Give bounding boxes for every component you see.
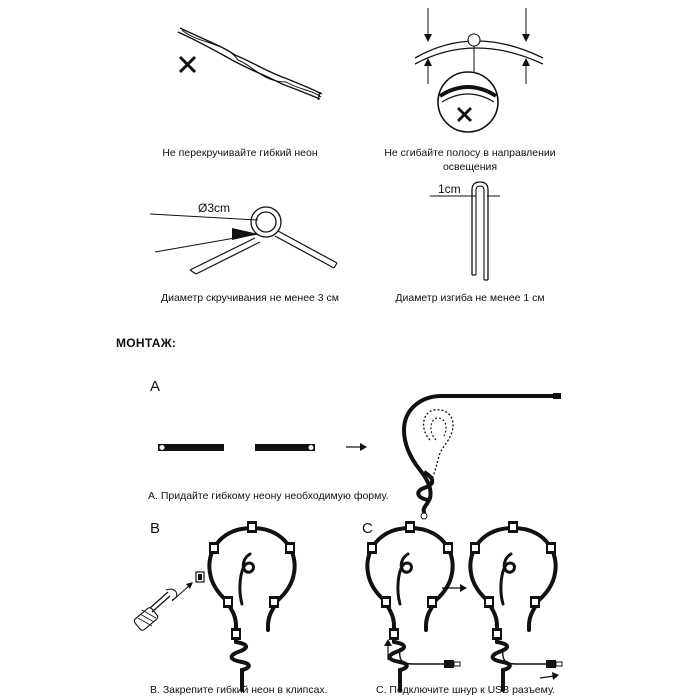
coil-illustration [150,207,337,274]
neon-strip-segment [255,444,315,451]
coil-caption: Диаметр скручивания не менее 3 см [160,292,340,304]
twist-caption: Не перекручивайте гибкий неон [162,147,318,159]
step-c-letter: C [362,520,373,537]
forbidden-x-icon [180,57,195,72]
fold-dimension-label: 1cm [438,182,461,196]
fold-illustration [430,182,500,280]
usb-plug-icon [546,660,556,668]
bend-direction-caption [360,146,580,174]
step-b-letter: B [150,520,161,537]
coil-dimension-label: Ø3cm [198,201,231,215]
step-a-letter: A [150,378,161,395]
bend-direction-illustration [415,8,543,132]
bend-direction-caption-line1: Не сгибайте полосу в направлении [384,147,556,159]
mounting-clip-icon [196,572,204,582]
usb-plug-icon [444,660,454,668]
twist-illustration [178,28,322,100]
step-c-caption: С. Подключите шнур к USB разъему. [376,684,556,696]
step-b-illustration [133,521,295,690]
bend-direction-caption-line2: освещения [442,161,498,173]
mounting-heading: МОНТАЖ: [116,336,177,350]
screwdriver-icon [133,589,177,631]
step-b-caption: В. Закрепите гибкий неон в клипсах. [150,684,328,696]
step-c-illustration [367,521,562,690]
arrow-right-icon [540,676,554,678]
step-a-caption: А. Придайте гибкому неону необходимую форму. [148,490,389,502]
neon-strip-segment [158,444,224,451]
fold-caption: Диаметр изгиба не менее 1 см [395,292,545,304]
